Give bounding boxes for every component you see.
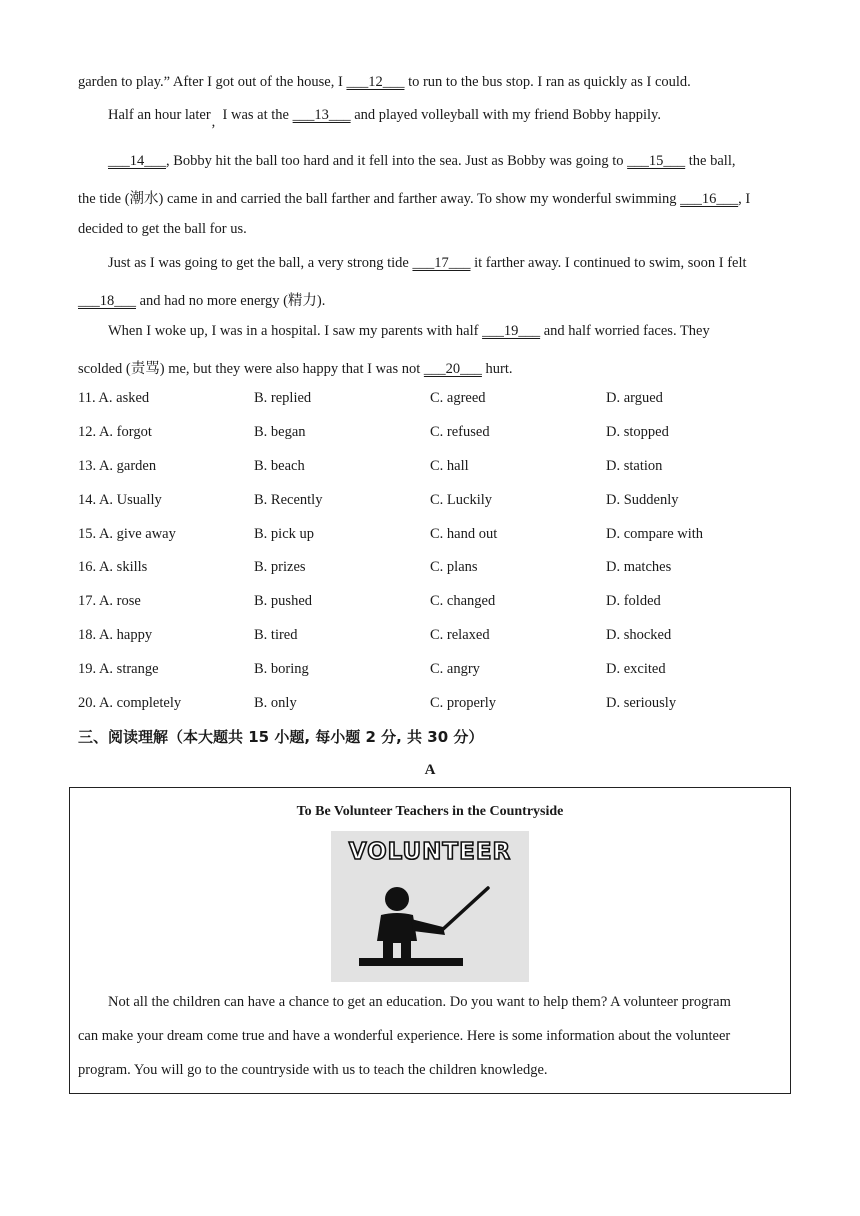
option-d: D. folded xyxy=(606,593,661,609)
option-a: 12. A. forgot xyxy=(78,424,152,440)
passage-text: the tide (潮水) came in and carried the ball farther and farther away. To show my wonderful swimming xyxy=(78,191,681,207)
passage-text: to run to the bus stop. I ran as quickly as I could. xyxy=(404,74,691,90)
option-c: C. angry xyxy=(430,661,480,677)
option-d: D. Suddenly xyxy=(606,492,679,508)
passage-line-6 xyxy=(108,255,747,272)
passage-text: Half an hour later xyxy=(108,107,211,123)
option-c: C. changed xyxy=(430,593,496,609)
option-b: B. prizes xyxy=(254,559,306,575)
passage-line-3 xyxy=(108,153,735,170)
passage-text: I was at the xyxy=(215,107,293,123)
option-a: 11. A. asked xyxy=(78,390,150,406)
passage-text: decided to get the ball for us. xyxy=(78,221,247,237)
reading-box xyxy=(69,787,791,1094)
passage-text: When I woke up, I was in a hospital. I saw my parents with half xyxy=(108,323,483,339)
option-d: D. matches xyxy=(606,559,672,575)
box-title: To Be Volunteer Teachers in the Countryside xyxy=(296,804,564,819)
passage-line-4 xyxy=(78,187,750,208)
option-a: 16. A. skills xyxy=(78,559,148,575)
option-b: B. Recently xyxy=(254,492,323,508)
passage-text: and had no more energy (精力). xyxy=(136,293,326,309)
option-a: 17. A. rose xyxy=(78,593,141,609)
option-c: C. hall xyxy=(430,458,469,474)
passage-text: scolded (责骂) me, but they were also happy that I was not xyxy=(78,361,424,377)
option-b: B. only xyxy=(254,695,297,711)
blank-18: ___18___ xyxy=(78,293,136,309)
option-c: C. plans xyxy=(430,559,478,575)
volunteer-teacher-image xyxy=(331,831,529,982)
option-d: D. stopped xyxy=(606,424,669,440)
blank-13: ___13___ xyxy=(292,107,351,123)
option-c: C. hand out xyxy=(430,526,498,542)
passage-text: Just as I was going to get the ball, a very strong tide xyxy=(108,255,413,271)
option-b: B. pushed xyxy=(254,593,312,609)
option-a: 15. A. give away xyxy=(78,526,176,542)
passage-line-8 xyxy=(108,323,710,340)
option-a: 19. A. strange xyxy=(78,661,159,677)
option-a: 14. A. Usually xyxy=(78,492,162,508)
blank-15: ___15___ xyxy=(627,153,686,169)
option-a: 18. A. happy xyxy=(78,627,153,643)
blank-19: ___19___ xyxy=(482,323,541,339)
option-d: D. argued xyxy=(606,390,663,406)
passage-line-7 xyxy=(78,289,325,310)
teacher-pointer-icon xyxy=(331,831,529,982)
blank-16: ___16___ xyxy=(680,191,739,207)
option-d: D. shocked xyxy=(606,627,672,643)
blank-12: ___12___ xyxy=(346,74,405,90)
blank-20: ___20___ xyxy=(423,361,482,377)
option-a: 13. A. garden xyxy=(78,458,157,474)
passage-text: , Bobby hit the ball too hard and it fell into the sea. Just as Bobby was going to xyxy=(166,153,628,169)
option-b: B. pick up xyxy=(254,526,315,542)
option-c: C. Luckily xyxy=(430,492,493,508)
box-paragraph-line-1: Not all the children can have a chance to get an education. Do you want to help them? A volunteer program xyxy=(108,994,731,1010)
option-b: B. beach xyxy=(254,458,305,474)
option-d: D. seriously xyxy=(606,695,677,711)
option-d: D. excited xyxy=(606,661,666,677)
passage-text: and half worried faces. They xyxy=(540,323,710,339)
option-c: C. refused xyxy=(430,424,490,440)
passage-text: and played volleyball with my friend Bobby happily. xyxy=(350,107,661,123)
passage-text: it farther away. I continued to swim, soon I felt xyxy=(470,255,747,271)
passage-line-9 xyxy=(78,357,513,378)
passage-line-1 xyxy=(78,74,691,91)
passage-text: , I xyxy=(738,191,751,207)
section-heading: 三、阅读理解（本大题共 15 小题, 每小题 2 分, 共 30 分） xyxy=(78,728,484,746)
passage-text: hurt. xyxy=(481,361,513,377)
box-paragraph-line-2: can make your dream come true and have a wonderful experience. Here is some information about the volunteer xyxy=(78,1028,731,1044)
stray-comma: , xyxy=(211,114,216,130)
passage-letter: A xyxy=(424,762,436,778)
option-b: B. began xyxy=(254,424,306,440)
passage-line-2 xyxy=(108,107,661,130)
option-c: C. agreed xyxy=(430,390,486,406)
option-b: B. boring xyxy=(254,661,309,677)
option-a: 20. A. completely xyxy=(78,695,182,711)
option-b: B. tired xyxy=(254,627,298,643)
blank-17: ___17___ xyxy=(412,255,471,271)
blank-14: ___14___ xyxy=(108,153,166,169)
option-d: D. station xyxy=(606,458,663,474)
option-c: C. properly xyxy=(430,695,497,711)
box-paragraph-line-3: program. You will go to the countryside with us to teach the children knowledge. xyxy=(78,1062,548,1078)
option-c: C. relaxed xyxy=(430,627,490,643)
volunteer-word: VOLUNTEER xyxy=(348,839,512,865)
option-d: D. compare with xyxy=(606,526,704,542)
option-b: B. replied xyxy=(254,390,312,406)
passage-text: the ball, xyxy=(685,153,736,169)
passage-text: garden to play.” After I got out of the house, I xyxy=(78,74,347,90)
passage-line-5 xyxy=(78,221,247,238)
